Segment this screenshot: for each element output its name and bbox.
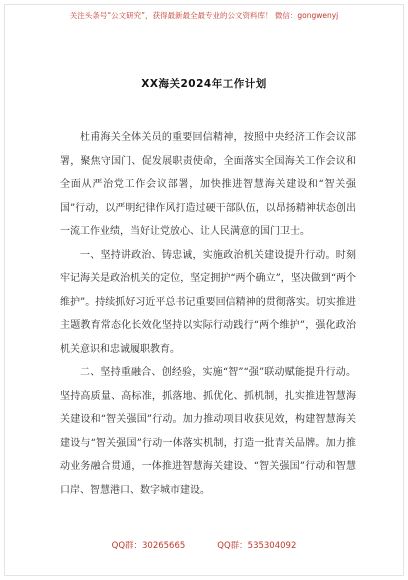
promo-banner: 关注头条号“公文研究”，获得最新最全最专业的公文资料库！ 微信：gongwenyj: [69, 11, 339, 20]
document-title: XX海关2024年工作计划: [141, 78, 267, 90]
paragraph-intro: 杜甫海关全体关员的重要回信精神，按照中央经济工作会议部署，聚焦守国门、促发展职责使命，全面落实全国海关工作会议和全面从严治党工作会议部署，加快推进智慧海关建设和“智关强国”行动，以严明纪律作风打造过硬干部队伍，以昂扬精神状态创出一流工作业绩，当好让党放心、让人民满意的国门卫士。: [60, 132, 356, 237]
footer-contact: [0, 539, 408, 551]
qq-group-2: QQ群：535304092: [217, 541, 297, 551]
paragraph-section-2: 二、坚持重融合、创经验，实施“智”“强”联动赋能提升行动。坚持高质量、高标准，抓落地、抓优化、抓机制，扎实推进智慧海关建设和“智关强国”行动。加力推动项目收获见效，构建智慧海关建设与“智关强国”行动一体落实机制，打造一批青关品牌。加力推动业务融合贯通，一体推进智慧海关建设、“智关强国”行动和智慧口岸、智慧港口、数字城市建设。: [60, 367, 356, 496]
paragraph-section-1: 一、坚持讲政治、铸忠诚，实施政治机关建设提升行动。时刻牢记海关是政治机关的定位，坚定拥护“两个确立”，坚决做到“两个维护”。持续抓好习近平总书记重要回信精神的贯彻落实。切实推进主题教育常态化长效化坚持以实际行动践行“两个维护”，强化政治机关意识和忠诚履职教育。: [60, 249, 356, 355]
document-body: [60, 126, 356, 502]
qq-group-1: QQ群：30265665: [111, 541, 186, 551]
